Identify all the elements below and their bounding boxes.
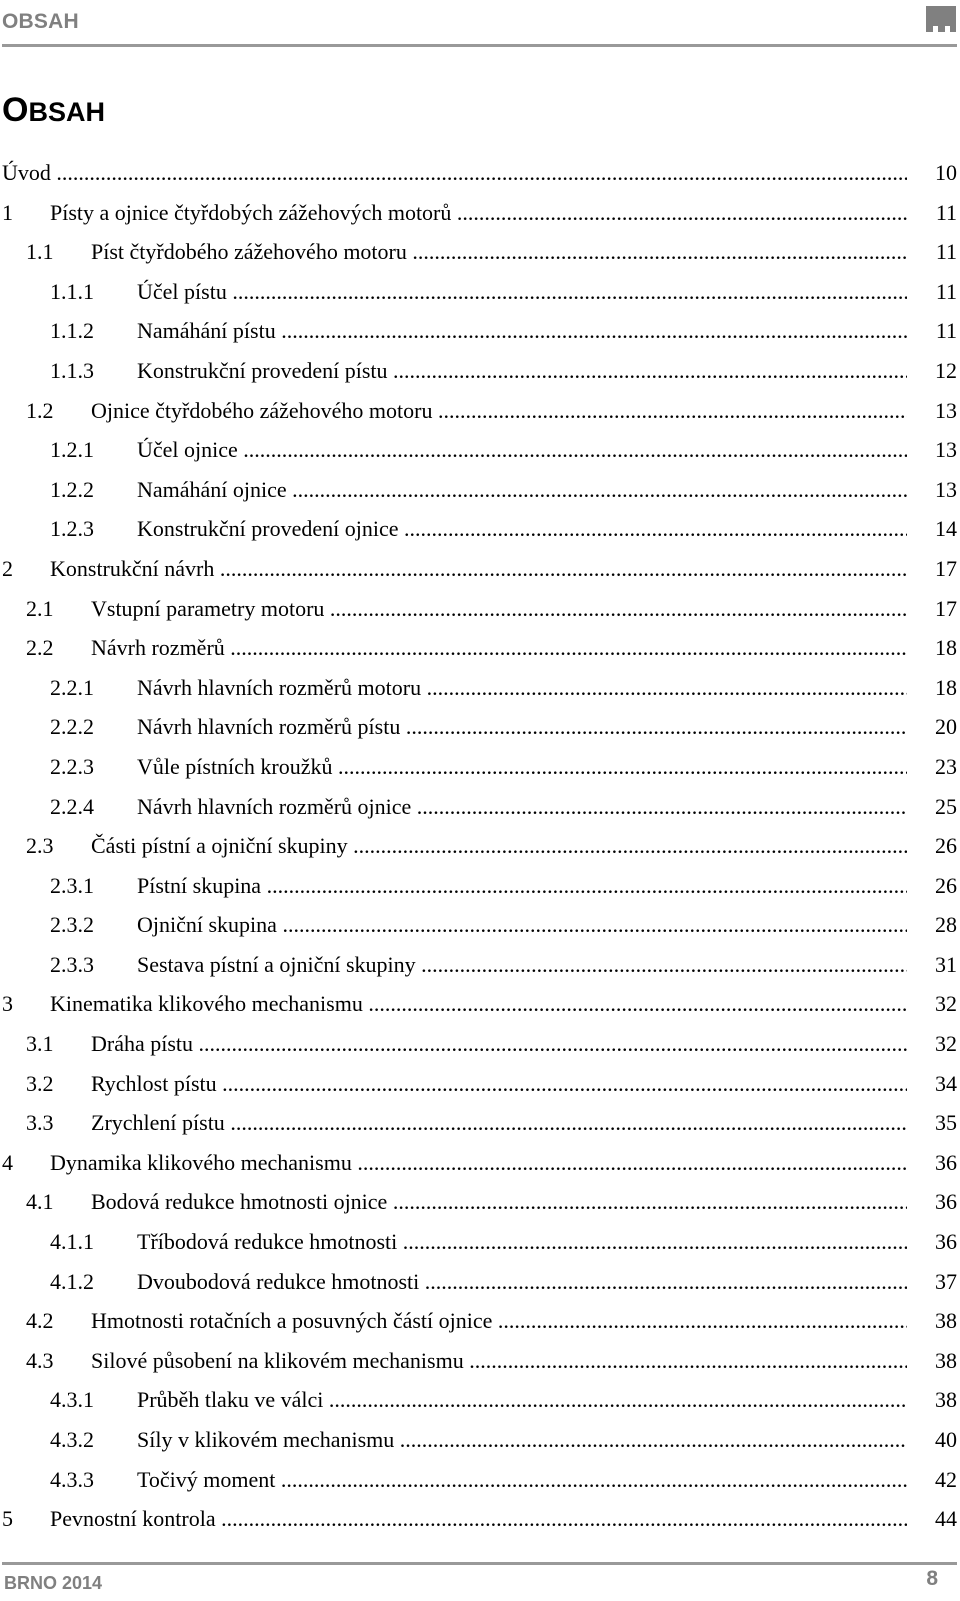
toc-entry-number: 2.3.2 [50, 912, 94, 938]
university-logo-icon [926, 4, 956, 34]
toc-entry[interactable] [2, 789, 957, 829]
toc-entry-page: 14 [935, 516, 957, 542]
toc-entry-page: 34 [935, 1070, 957, 1096]
toc-entry-title: Ojniční skupina ..... [137, 912, 907, 938]
toc-entry-page: 17 [935, 595, 957, 621]
toc-entry-title: Ojnice čtyřdobého zážehového motoru ..... [91, 398, 907, 424]
page-header [0, 0, 960, 48]
toc-entry-title: Pevnostní kontrola ..... [50, 1506, 907, 1532]
toc-entry-title: Průběh tlaku ve válci ..... [137, 1387, 907, 1413]
toc-entry[interactable] [2, 155, 957, 195]
toc-entry-number: 1.2.2 [50, 476, 94, 502]
toc-entry-title: Namáhání pístu ..... [137, 318, 907, 344]
toc-entry-number: 1.2 [26, 397, 54, 423]
toc-entry-page: 26 [935, 833, 957, 859]
toc-entry-title: Písty a ojnice čtyřdobých zážehových motorů ..... [50, 200, 907, 226]
toc-entry-title: Kinematika klikového mechanismu ..... [50, 991, 907, 1017]
toc-entry-title: Návrh hlavních rozměrů pístu ..... [137, 714, 907, 740]
toc-entry-title: Sestava pístní a ojniční skupiny ..... [137, 952, 907, 978]
toc-entry-title: Pístní skupina ..... [137, 873, 907, 899]
toc-entry-page: 32 [935, 991, 957, 1017]
toc-entry-number: 1.1.3 [50, 357, 94, 383]
toc-entry-number: 2.2.1 [50, 674, 94, 700]
toc-entry-page: 32 [935, 1031, 957, 1057]
toc-entry[interactable] [2, 1184, 957, 1224]
footer-divider [2, 1562, 957, 1565]
toc-entry-title: Konstrukční provedení pístu ..... [137, 358, 907, 384]
toc-entry-page: 38 [935, 1308, 957, 1334]
toc-entry-number: 4.1 [26, 1189, 54, 1215]
toc-entry[interactable] [2, 1105, 957, 1145]
toc-entry-number: 4.2 [26, 1308, 54, 1334]
toc-entry[interactable] [2, 907, 957, 947]
toc-entry-page: 13 [935, 397, 957, 423]
toc-entry[interactable] [2, 234, 957, 274]
toc-entry-page: 13 [935, 437, 957, 463]
header-divider [2, 44, 957, 47]
toc-entry-title: Vstupní parametry motoru ..... [91, 596, 907, 622]
footer-text: BRNO 2014 [4, 1573, 103, 1593]
toc-entry-number: 1.2.1 [50, 437, 94, 463]
toc-entry-number: 4.3.1 [50, 1387, 94, 1413]
toc-entry-number: 1.2.3 [50, 516, 94, 542]
toc-entry-title: Účel ojnice ..... [137, 437, 907, 463]
toc-entry-title: Konstrukční návrh ..... [50, 556, 907, 582]
toc-entry-page: 37 [935, 1268, 957, 1294]
toc-entry-number: 2.2.3 [50, 753, 94, 779]
toc-entry[interactable] [2, 1422, 957, 1462]
toc-entry-page: 38 [935, 1347, 957, 1373]
toc-entry-title: Konstrukční provedení ojnice ..... [137, 516, 907, 542]
toc-entry[interactable] [2, 947, 957, 987]
toc-entry-title: Rychlost pístu ..... [91, 1071, 907, 1097]
toc-entry[interactable] [2, 828, 957, 868]
toc-entry-page: 23 [935, 753, 957, 779]
toc-entry-number: 2.3.3 [50, 951, 94, 977]
toc-entry-number: 1.1 [26, 239, 54, 265]
header-title: OBSAH [2, 10, 79, 33]
toc-entry[interactable] [2, 591, 957, 631]
toc-entry-number: 4.3.3 [50, 1466, 94, 1492]
toc-entry[interactable] [2, 195, 957, 235]
toc-entry-title: Vůle pístních kroužků ..... [137, 754, 907, 780]
toc-entry-number: 1.1.2 [50, 318, 94, 344]
toc-entry-page: 28 [935, 912, 957, 938]
toc-entry-page: 20 [935, 714, 957, 740]
toc-entry-title: Dynamika klikového mechanismu ..... [50, 1150, 907, 1176]
toc-entry-title: Namáhání ojnice ..... [137, 477, 907, 503]
page-title-initial: O [2, 91, 29, 129]
toc-entry-number: 4.3.2 [50, 1427, 94, 1452]
toc-entry-page: 44 [935, 1506, 957, 1532]
toc-entry[interactable] [2, 393, 957, 433]
toc-entry-page: 35 [935, 1110, 957, 1136]
toc-entry-title: Dráha pístu ..... [91, 1031, 907, 1057]
toc-entry-page: 40 [935, 1427, 957, 1452]
toc-entry[interactable] [2, 432, 957, 472]
toc-entry[interactable] [2, 313, 957, 353]
toc-entry-page: 13 [935, 476, 957, 502]
toc-entry[interactable] [2, 1066, 957, 1106]
toc-entry-number: 1.1.1 [50, 278, 94, 304]
toc-entry-number: 2.2 [26, 635, 54, 661]
toc-entry[interactable] [2, 1501, 957, 1541]
page-title-rest: BSAH [28, 97, 105, 127]
toc-entry-number: 2 [2, 555, 13, 581]
toc-entry[interactable] [2, 630, 957, 670]
toc-entry-title: Návrh hlavních rozměrů motoru ..... [137, 675, 907, 701]
toc-entry-title: Části pístní a ojniční skupiny ..... [91, 833, 907, 859]
toc-entry-page: 11 [935, 199, 957, 225]
toc-entry-number: 2.2.2 [50, 714, 94, 740]
toc-entry-page: 26 [935, 872, 957, 898]
toc-entry-page: 11 [935, 278, 957, 304]
toc-entry-title: Úvod ..... [2, 160, 907, 186]
toc-entry-title: Tříbodová redukce hmotnosti ..... [137, 1229, 907, 1255]
toc-entry[interactable] [2, 353, 957, 393]
toc-entry[interactable] [2, 1303, 957, 1343]
toc-entry-page: 31 [935, 951, 957, 977]
toc-entry-page: 18 [935, 635, 957, 661]
toc-entry-number: 3 [2, 991, 13, 1017]
toc-entry-number: 3.3 [26, 1110, 54, 1136]
toc-entry[interactable] [2, 1224, 957, 1264]
toc-entry-title: Účel pístu ..... [137, 279, 907, 305]
toc-entry-page: 11 [935, 239, 957, 265]
toc-entry-page: 36 [935, 1229, 957, 1255]
toc-entry-title: Návrh hlavních rozměrů ojnice ..... [137, 794, 907, 820]
toc-entry[interactable] [2, 551, 957, 591]
toc-entry-page: 36 [935, 1189, 957, 1215]
toc-entry-page: 36 [935, 1149, 957, 1175]
toc-entry-number: 3.1 [26, 1031, 54, 1057]
toc-entry[interactable] [2, 472, 957, 512]
toc-entry-page: 17 [935, 555, 957, 581]
toc-entry[interactable] [2, 1343, 957, 1383]
toc-entry[interactable] [2, 1382, 957, 1422]
toc-entry-number: 4.1.2 [50, 1268, 94, 1294]
toc-entry[interactable] [2, 749, 957, 789]
toc-entry-page: 38 [935, 1387, 957, 1413]
toc-entry-page: 42 [935, 1466, 957, 1492]
toc-entry-number: 4.3 [26, 1347, 54, 1373]
toc-entry-number: 2.2.4 [50, 793, 94, 819]
table-of-contents [2, 155, 957, 1541]
toc-entry-number: 2.1 [26, 595, 54, 621]
toc-entry[interactable] [2, 868, 957, 908]
toc-entry[interactable] [2, 1145, 957, 1185]
toc-entry[interactable] [2, 1026, 957, 1066]
toc-entry[interactable] [2, 511, 957, 551]
toc-entry-page: 18 [935, 674, 957, 700]
toc-entry[interactable] [2, 274, 957, 314]
toc-entry-title: Točivý moment ..... [137, 1467, 907, 1493]
toc-entry-page: 12 [935, 357, 957, 383]
toc-entry[interactable] [2, 670, 957, 710]
toc-entry-title: Píst čtyřdobého zážehového motoru ..... [91, 239, 907, 265]
toc-entry-page: 11 [935, 318, 957, 344]
toc-entry-number: 2.3.1 [50, 872, 94, 898]
toc-entry-number: 1 [2, 199, 13, 225]
toc-entry-title: Silové působení na klikovém mechanismu ..... [91, 1348, 907, 1374]
toc-entry-number: 4 [2, 1149, 13, 1175]
toc-entry-number: 3.2 [26, 1070, 54, 1096]
toc-entry[interactable] [2, 1462, 957, 1502]
toc-entry[interactable] [2, 986, 957, 1026]
toc-entry[interactable] [2, 1264, 957, 1304]
toc-entry-page: 25 [935, 793, 957, 819]
toc-entry-number: 2.3 [26, 833, 54, 859]
toc-entry-page: 10 [935, 160, 957, 185]
toc-entry-number: 5 [2, 1506, 13, 1532]
toc-entry-title: Síly v klikovém mechanismu ..... [137, 1427, 907, 1453]
page-title [2, 90, 105, 132]
toc-entry[interactable] [2, 709, 957, 749]
toc-entry-title: Dvoubodová redukce hmotnosti ..... [137, 1269, 907, 1295]
toc-entry-title: Návrh rozměrů ..... [91, 635, 907, 661]
toc-entry-number: 4.1.1 [50, 1229, 94, 1255]
page-number: 8 [926, 1567, 938, 1590]
toc-entry-title: Zrychlení pístu ..... [91, 1110, 907, 1136]
toc-entry-title: Bodová redukce hmotnosti ojnice ..... [91, 1189, 907, 1215]
toc-entry-title: Hmotnosti rotačních a posuvných částí ojnice ..... [91, 1308, 907, 1334]
